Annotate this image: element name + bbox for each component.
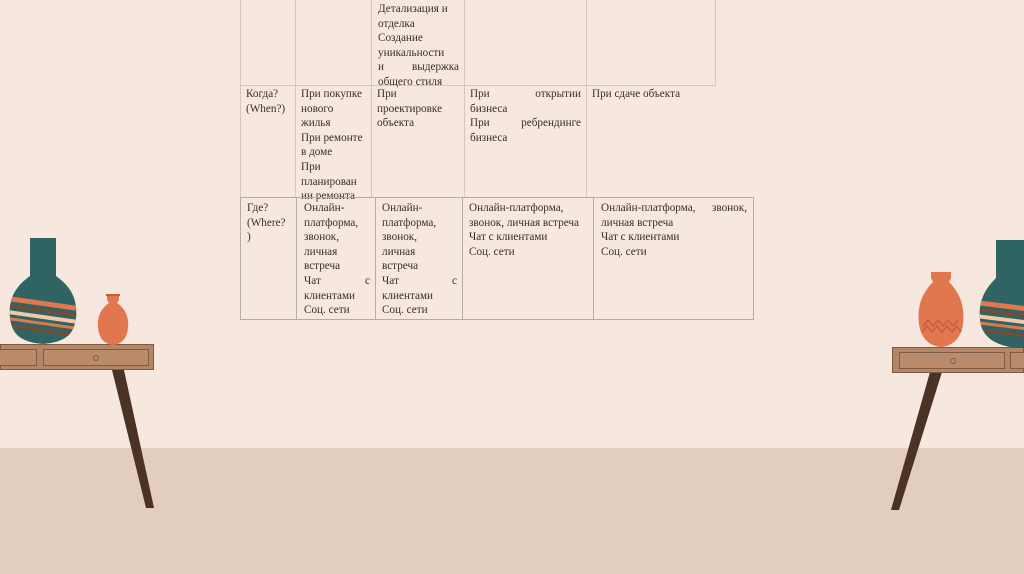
text-line: При ремонте xyxy=(301,131,363,144)
text-line: Соц. сети xyxy=(601,245,647,258)
text-line: и выдержка xyxy=(378,61,459,74)
text-line: клиентами xyxy=(382,289,434,302)
text-line: ии ремонта xyxy=(301,190,355,203)
text-line: звонок, личная встреча xyxy=(469,216,580,229)
text-line: уникальности xyxy=(378,46,445,59)
right-orange-vase xyxy=(917,272,965,348)
text-line: в доме xyxy=(301,146,333,159)
left-teal-vase xyxy=(8,238,78,346)
text-line: встреча xyxy=(382,260,419,273)
text-line: При ребрендинге xyxy=(470,117,581,130)
text-line: При сдаче объекта xyxy=(592,88,681,100)
text-line: объекта xyxy=(377,117,415,130)
right-shelf xyxy=(892,347,1024,373)
right-drawer-small xyxy=(1010,352,1024,369)
text-line: проектировке xyxy=(377,102,443,115)
text-line: общего стиля xyxy=(378,75,443,88)
left-orange-vase xyxy=(96,294,130,346)
right-drawer xyxy=(899,352,1005,369)
text-line: При покупке xyxy=(301,88,363,100)
text-line: (Where? xyxy=(247,216,286,229)
text-line: отделка xyxy=(378,17,415,30)
text-line: жилья xyxy=(301,117,331,130)
left-drawer xyxy=(43,349,149,366)
left-shelf xyxy=(0,344,154,370)
text-line: платформа, xyxy=(382,216,437,229)
text-line: ) xyxy=(247,231,251,244)
text-line: Создание xyxy=(378,32,423,45)
drawer-knob xyxy=(950,358,956,364)
text-line: Чат с клиентами xyxy=(601,231,680,244)
text-line: Когда? xyxy=(246,88,279,100)
text-line: нового xyxy=(301,102,334,115)
text-line: Чат с клиентами xyxy=(469,231,548,244)
drawer-knob xyxy=(93,355,99,361)
text-line: Чат с xyxy=(382,274,457,287)
text-line: личная встреча xyxy=(601,216,674,229)
text-line: звонок, xyxy=(382,231,418,244)
text-line: Онлайн-платформа, xyxy=(469,202,564,214)
text-line: Онлайн- xyxy=(304,202,345,214)
text-line: клиентами xyxy=(304,289,356,302)
text-line: бизнеса xyxy=(470,102,508,115)
text-line: звонок, xyxy=(304,231,340,244)
text-line: Детализация и xyxy=(378,3,448,15)
text-line: планирован xyxy=(301,175,357,188)
text-line: Онлайн-платформа, звонок, xyxy=(601,202,747,214)
text-line: бизнеса xyxy=(470,131,508,144)
text-line: Онлайн- xyxy=(382,202,423,214)
text-line: При xyxy=(377,88,397,100)
text-line: встреча xyxy=(304,260,341,273)
text-line: При открытии xyxy=(470,88,581,100)
text-line: Соц. сети xyxy=(469,245,515,258)
text-line: Соц. сети xyxy=(304,304,350,317)
text-line: Чат с xyxy=(304,274,370,287)
right-teal-vase xyxy=(976,240,1024,348)
text-line: При xyxy=(301,160,321,173)
text-line: личная xyxy=(382,245,416,258)
text-line: личная xyxy=(304,245,338,258)
left-drawer-small xyxy=(0,349,37,366)
text-line: Где? xyxy=(247,202,269,214)
text-line: (When?) xyxy=(246,102,286,115)
text-line: Соц. сети xyxy=(382,304,428,317)
text-line: платформа, xyxy=(304,216,359,229)
